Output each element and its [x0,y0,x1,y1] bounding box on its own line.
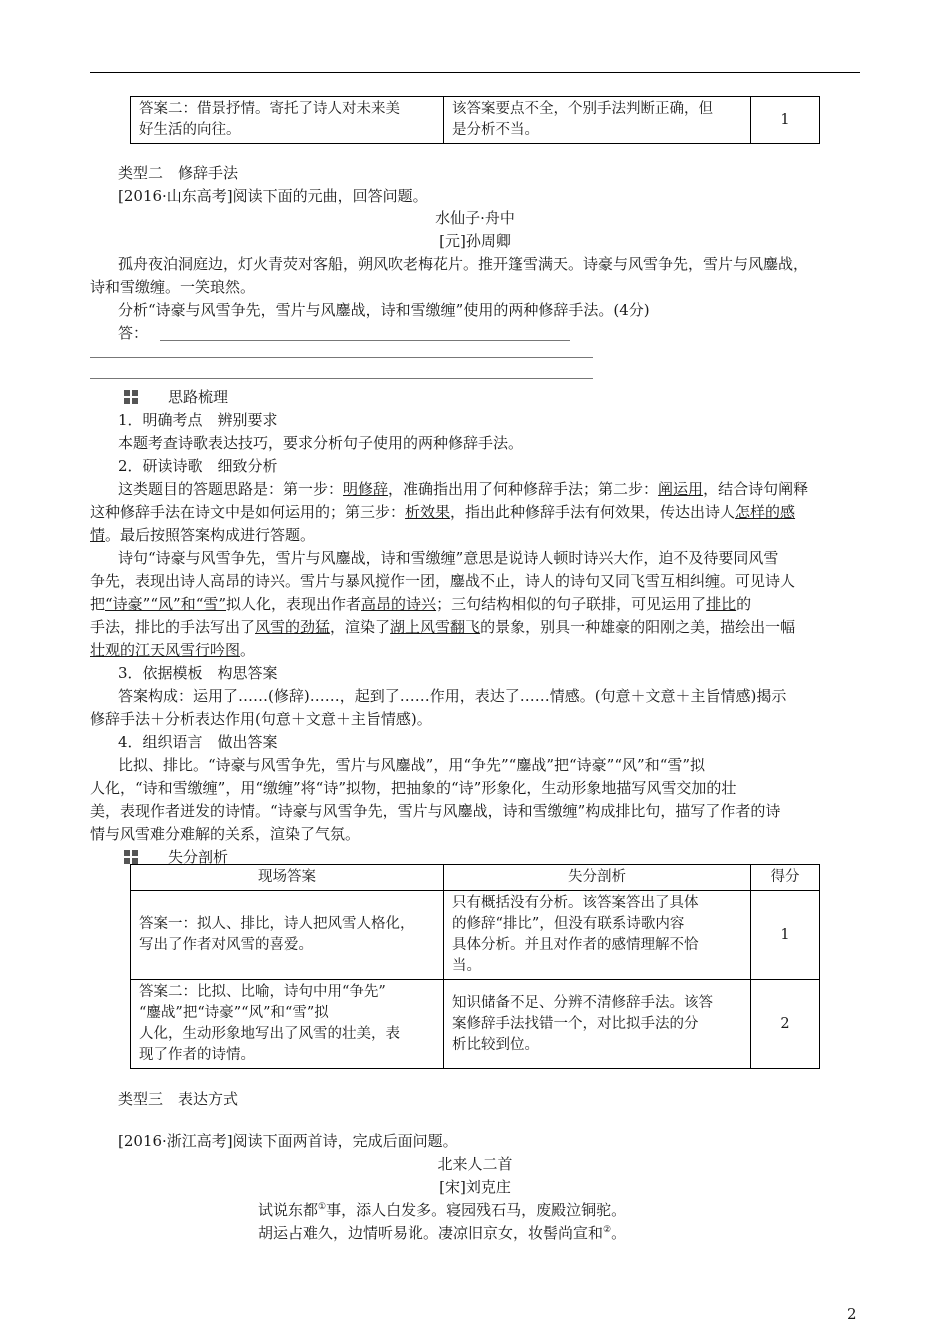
paragraph-line: 把“诗豪”“风”和“雪”拟人化，表现出作者高昂的诗兴；三句结构相似的句子联排，可见运用了排比的 [90,595,752,613]
answer-label: 答： [118,324,149,342]
column-header: 现场答案 [131,865,444,891]
type3-source: [2016·浙江高考]阅读下面两首诗，完成后面问题。 [118,1132,458,1150]
answer-cell: 答案二：比拟、比喻，诗句中用“争先” “鏖战”把“诗豪”“风”和“雪”拟 人化，生动形象地写出了风雪的壮美，表 现了作者的诗情。 [131,980,444,1069]
paragraph-line: 情。最后按照答案构成进行答题。 [90,526,316,544]
type2-heading: 类型二 修辞手法 [118,164,239,182]
square-bullet-icon [124,850,138,864]
poem-line: 诗和雪缴缠。一笑琅然。 [90,278,256,296]
answer-cell: 答案二：借景抒情。寄托了诗人对未来美 好生活的向往。 [131,97,444,144]
analysis-cell: 知识储备不足、分辨不清修辞手法。该答 案修辞手法找错一个，对比拟手法的分 析比较到位。 [444,980,751,1069]
poem-author: [宋]刘克庄 [439,1178,511,1196]
page-number: 2 [847,1305,857,1323]
paragraph-line: 答案构成：运用了……(修辞)……，起到了……作用，表达了……情感。(句意＋文意＋主旨情感)揭示 [118,687,787,705]
section-heading: 思路梳理 [124,386,228,408]
poem-title: 水仙子·舟中 [435,209,515,227]
square-bullet-icon [124,390,138,404]
answer-cell: 答案一：拟人、排比，诗人把风雪人格化， 写出了作者对风雪的喜爱。 [131,891,444,980]
paragraph-line: 壮观的江天风雪行吟图。 [90,641,256,659]
paragraph-line: 情与风雪难分难解的关系，渲染了气氛。 [90,825,361,843]
top-table [130,96,820,144]
paragraph-line: 本题考查诗歌表达技巧，要求分析句子使用的两种修辞手法。 [118,434,524,452]
analysis-cell: 该答案要点不全，个别手法判断正确，但 是分析不当。 [444,97,751,144]
step-heading: 3．依据模板 构思答案 [118,664,278,682]
section-heading: 失分剖析 [124,846,228,868]
type3-heading: 类型三 表达方式 [118,1090,239,1108]
poem-line: 孤舟夜泊洞庭边，灯火青荧对客船，朔风吹老梅花片。推开篷雪满天。诗豪与风雪争先，雪片与风鏖战， [118,255,809,273]
step-heading: 1．明确考点 辨别要求 [118,411,278,429]
score-cell: 1 [751,97,820,144]
poem-line: 胡运占难久，边情听易讹。凄凉旧京女，妆髻尚宣和②。 [258,1224,627,1242]
paragraph-line: 比拟、排比。“诗豪与风雪争先，雪片与风鏖战”，用“争先”“鏖战”把“诗豪”“风”和“雪”拟 [118,756,706,774]
paragraph-line: 争先，表现出诗人高昂的诗兴。雪片与暴风搅作一团，鏖战不止，诗人的诗句又同飞雪互相纠缠。可见诗人 [90,572,796,590]
paragraph-line: 美，表现作者迸发的诗情。“诗豪与风雪争先，雪片与风鏖战，诗和雪缴缠”构成排比句，描写了作者的诗 [90,802,781,820]
poem-title: 北来人二首 [437,1155,513,1173]
analysis-cell: 只有概括没有分析。该答案答出了具体 的修辞“排比”，但没有联系诗歌内容 具体分析。并且对作者的感情理解不恰 当。 [444,891,751,980]
table-row [131,891,820,980]
header-rule [90,72,860,73]
table-row [131,97,820,144]
paragraph-line: 诗句“诗豪与风雪争先，雪片与风鏖战，诗和雪缴缠”意思是说诗人顿时诗兴大作，迫不及待要同风雪 [118,549,779,567]
column-header: 得分 [751,865,820,891]
type2-source: [2016·山东高考]阅读下面的元曲，回答问题。 [118,187,428,205]
step-heading: 4．组织语言 做出答案 [118,733,278,751]
answer-line[interactable] [90,378,593,379]
answer-line[interactable] [160,340,570,341]
question: 分析“诗豪与风雪争先，雪片与风鏖战，诗和雪缴缠”使用的两种修辞手法。(4分) [118,301,650,319]
table-header-row [131,865,820,891]
step-heading: 2．研读诗歌 细致分析 [118,457,278,475]
paragraph-line: 修辞手法＋分析表达作用(句意＋文意＋主旨情感)。 [90,710,432,728]
poem-author: [元]孙周卿 [439,232,511,250]
paragraph-line: 这类题目的答题思路是：第一步：明修辞，准确指出用了何种修辞手法；第二步：阐运用，结合诗句阐释 [118,480,809,498]
paragraph-line: 人化，“诗和雪缴缠”，用“缴缠”将“诗”拟物，把抽象的“诗”形象化，生动形象地描写风雪交加的壮 [90,779,737,797]
score-cell: 2 [751,980,820,1069]
paragraph-line: 这种修辞手法在诗文中是如何运用的；第三步：析效果，指出此种修辞手法有何效果，传达出诗人怎样的感 [90,503,796,521]
answer-line[interactable] [90,357,593,358]
column-header: 失分剖析 [444,865,751,891]
table-row [131,980,820,1069]
loss-table [130,864,820,1069]
poem-line: 试说东都①事，添人白发多。寝园残石马，废殿泣铜驼。 [258,1201,627,1219]
paragraph-line: 手法，排比的手法写出了风雪的劲猛，渲染了湖上风雪翻飞的景象，别具一种雄豪的阳刚之美，描绘出一幅 [90,618,796,636]
score-cell: 1 [751,891,820,980]
